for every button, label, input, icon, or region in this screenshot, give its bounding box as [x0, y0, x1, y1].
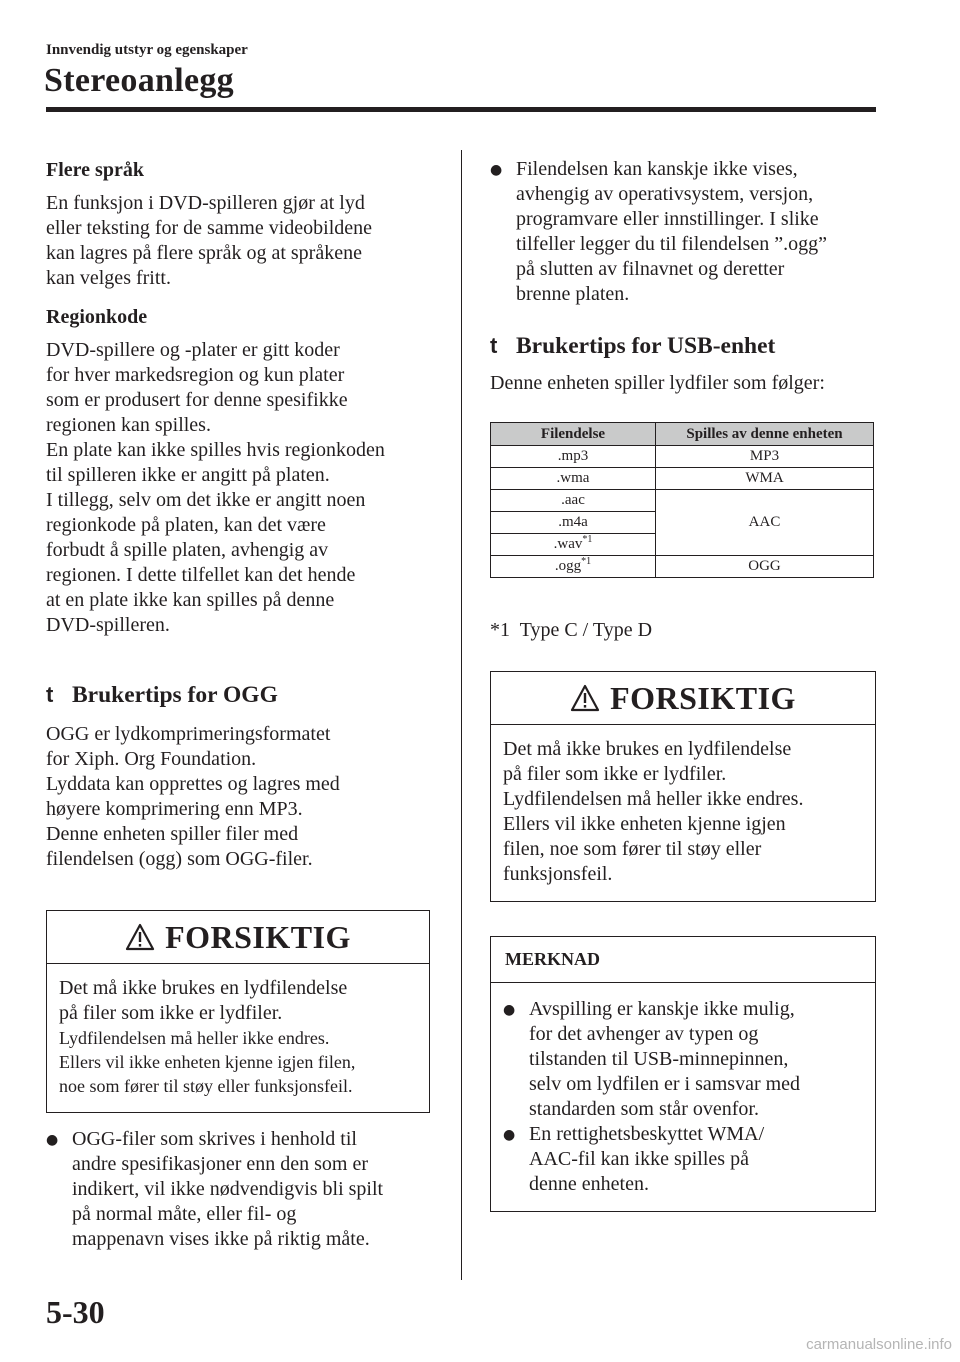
bullet-icon: ●	[490, 162, 503, 178]
table-cell	[491, 556, 656, 578]
text-line: på slutten av filnavnet og deretter	[516, 258, 785, 280]
caution-body	[491, 725, 875, 901]
text-line: Lydfilendelsen må heller ikke endres.	[59, 1028, 330, 1048]
column-divider	[461, 150, 462, 1280]
text-line: for Xiph. Org Foundation.	[46, 748, 257, 770]
cell-text: .ogg	[554, 558, 582, 574]
file-extension-table	[490, 422, 874, 578]
watermark: carmanualsonline.info	[806, 1336, 952, 1353]
table-cell: .wma	[491, 468, 656, 490]
table-cell: WMA	[656, 468, 874, 490]
cell-text: .wav	[553, 536, 583, 552]
text-line: En plate kan ikke spilles hvis regionkoden	[46, 439, 385, 461]
text-line: filen, noe som fører til støy eller	[503, 838, 762, 860]
text-line: Det må ikke brukes en lydfilendelse	[59, 977, 348, 999]
text-line: kan lagres på flere språk og at språkene	[46, 242, 362, 264]
section-heading-ogg	[46, 680, 430, 710]
text-line: til spilleren ikke er angitt på platen.	[46, 464, 330, 486]
note-body	[491, 983, 875, 1211]
text-line: En rettighetsbeskyttet WMA/	[529, 1123, 765, 1145]
bullet-item-ogg	[46, 1127, 430, 1252]
bullet-text	[72, 1127, 430, 1252]
text-line: selv om lydfilen er i samsvar med	[529, 1073, 801, 1095]
section-marker-icon: t	[490, 333, 498, 358]
table-cell: .m4a	[491, 512, 656, 534]
subheading-regionkode: Regionkode	[46, 306, 148, 328]
text-line: OGG er lydkomprimeringsformatet	[46, 723, 331, 745]
text-line: på normal måte, eller fil- og	[72, 1203, 297, 1225]
text-line: DVD-spillere og -plater er gitt koder	[46, 339, 340, 361]
table-cell: .mp3	[491, 446, 656, 468]
bullet-icon: ●	[503, 1002, 516, 1018]
caution-header	[491, 672, 875, 725]
section-heading-text: Brukertips for OGG	[72, 682, 278, 708]
warning-icon	[125, 923, 155, 951]
text-line: på filer som ikke er lydfiler.	[503, 763, 727, 785]
text-line: standarden som står ovenfor.	[529, 1098, 759, 1120]
text-line: Ellers vil ikke enheten kjenne igjen	[503, 813, 786, 835]
text-line: mappenavn vises ikke på riktig måte.	[72, 1228, 370, 1250]
text-line: Det må ikke brukes en lydfilendelse	[503, 738, 792, 760]
text-line: avhengig av operativsystem, versjon,	[516, 183, 814, 205]
table-row	[491, 556, 874, 578]
paragraph-flere-sprak	[46, 191, 430, 291]
table-header-row	[491, 423, 874, 446]
bullet-text	[529, 1122, 863, 1197]
table-header-cell: Filendelse	[491, 423, 656, 446]
text-line: på filer som ikke er lydfiler.	[59, 1002, 283, 1024]
text-line: regionkode på platen, kan det være	[46, 514, 326, 536]
table-row	[491, 490, 874, 512]
bullet-text	[516, 157, 876, 307]
caution-header	[47, 911, 429, 964]
text-line: tilstanden til USB-minnepinnen,	[529, 1048, 789, 1070]
table-header-cell: Spilles av denne enheten	[656, 423, 874, 446]
text-line: programvare eller innstillinger. I slike	[516, 208, 819, 230]
text-line: I tillegg, selv om det ikke er angitt noen	[46, 489, 366, 511]
section-heading-usb	[490, 331, 876, 361]
note-box	[490, 936, 876, 1212]
text-line: Filendelsen kan kanskje ikke vises,	[516, 158, 798, 180]
text-line: tilfeller legger du til filendelsen ”.ogg”	[516, 233, 827, 255]
text-line: indikert, vil ikke nødvendigvis bli spilt	[72, 1178, 384, 1200]
text-line: En funksjon i DVD-spilleren gjør at lyd	[46, 192, 365, 214]
caution-box-right	[490, 671, 876, 902]
table-row	[491, 446, 874, 468]
caution-box-left	[46, 910, 430, 1113]
footnote: *1 Type C / Type D	[490, 619, 653, 641]
text-line: eller teksting for de samme videobildene	[46, 217, 373, 239]
text-line: regionen. I dette tilfellet kan det hende	[46, 564, 356, 586]
warning-icon	[570, 684, 600, 712]
header-rule	[46, 107, 876, 112]
bullet-icon: ●	[46, 1132, 59, 1148]
text-line: funksjonsfeil.	[503, 863, 613, 885]
table-row	[491, 468, 874, 490]
note-bullet-item	[503, 997, 863, 1122]
text-line: at en plate ikke kan spilles på denne	[46, 589, 335, 611]
caution-small-text	[59, 1026, 417, 1098]
table-cell: .aac	[491, 490, 656, 512]
page-number: 5-30	[46, 1294, 105, 1330]
table-cell: AAC	[656, 490, 874, 556]
table-cell	[491, 534, 656, 556]
text-line: høyere komprimering enn MP3.	[46, 798, 303, 820]
section-label: Innvendig utstyr og egenskaper	[46, 42, 248, 58]
note-bullet-item	[503, 1122, 863, 1197]
bullet-item-filendelse	[490, 157, 876, 307]
text-line: noe som fører til støy eller funksjonsfeil.	[59, 1076, 353, 1096]
subheading-flere-sprak: Flere språk	[46, 159, 144, 181]
paragraph-usb-intro: Denne enheten spiller lydfiler som følger:	[490, 372, 825, 394]
table-cell: MP3	[656, 446, 874, 468]
text-line: Lydfilendelsen må heller ikke endres.	[503, 788, 804, 810]
caution-title: FORSIKTIG	[165, 918, 351, 955]
caution-body	[47, 964, 429, 1112]
bullet-icon: ●	[503, 1127, 516, 1143]
text-line: DVD-spilleren.	[46, 614, 170, 636]
text-line: filendelsen (ogg) som OGG-filer.	[46, 848, 313, 870]
text-line: OGG-filer som skrives i henhold til	[72, 1128, 357, 1150]
text-line: kan velges fritt.	[46, 267, 171, 289]
text-line: for det avhenger av typen og	[529, 1023, 759, 1045]
text-line: AAC-fil kan ikke spilles på	[529, 1148, 749, 1170]
section-heading-text: Brukertips for USB-enhet	[516, 333, 776, 359]
section-marker-icon: t	[46, 682, 54, 707]
footnote-mark: *1	[581, 556, 592, 567]
page-title: Stereoanlegg	[44, 62, 234, 99]
right-column	[490, 157, 876, 1212]
text-line: Lyddata kan opprettes og lagres med	[46, 773, 340, 795]
left-column	[46, 157, 430, 1252]
text-line: denne enheten.	[529, 1173, 649, 1195]
text-line: Avspilling er kanskje ikke mulig,	[529, 998, 795, 1020]
bullet-text	[529, 997, 863, 1122]
caution-title: FORSIKTIG	[610, 679, 796, 716]
text-line: brenne platen.	[516, 283, 630, 305]
note-title: MERKNAD	[491, 937, 875, 983]
text-line: andre spesifikasjoner enn den som er	[72, 1153, 369, 1175]
text-line: Ellers vil ikke enheten kjenne igjen filen,	[59, 1052, 356, 1072]
paragraph-regionkode	[46, 338, 430, 638]
text-line: regionen kan spilles.	[46, 414, 211, 436]
footnote-mark: *1	[582, 534, 593, 545]
text-line: forbudt å spille platen, avhengig av	[46, 539, 329, 561]
text-line: Denne enheten spiller filer med	[46, 823, 299, 845]
paragraph-ogg	[46, 722, 430, 872]
table-cell: OGG	[656, 556, 874, 578]
text-line: for hver markedsregion og kun plater	[46, 364, 345, 386]
text-line: som er produsert for denne spesifikke	[46, 389, 348, 411]
